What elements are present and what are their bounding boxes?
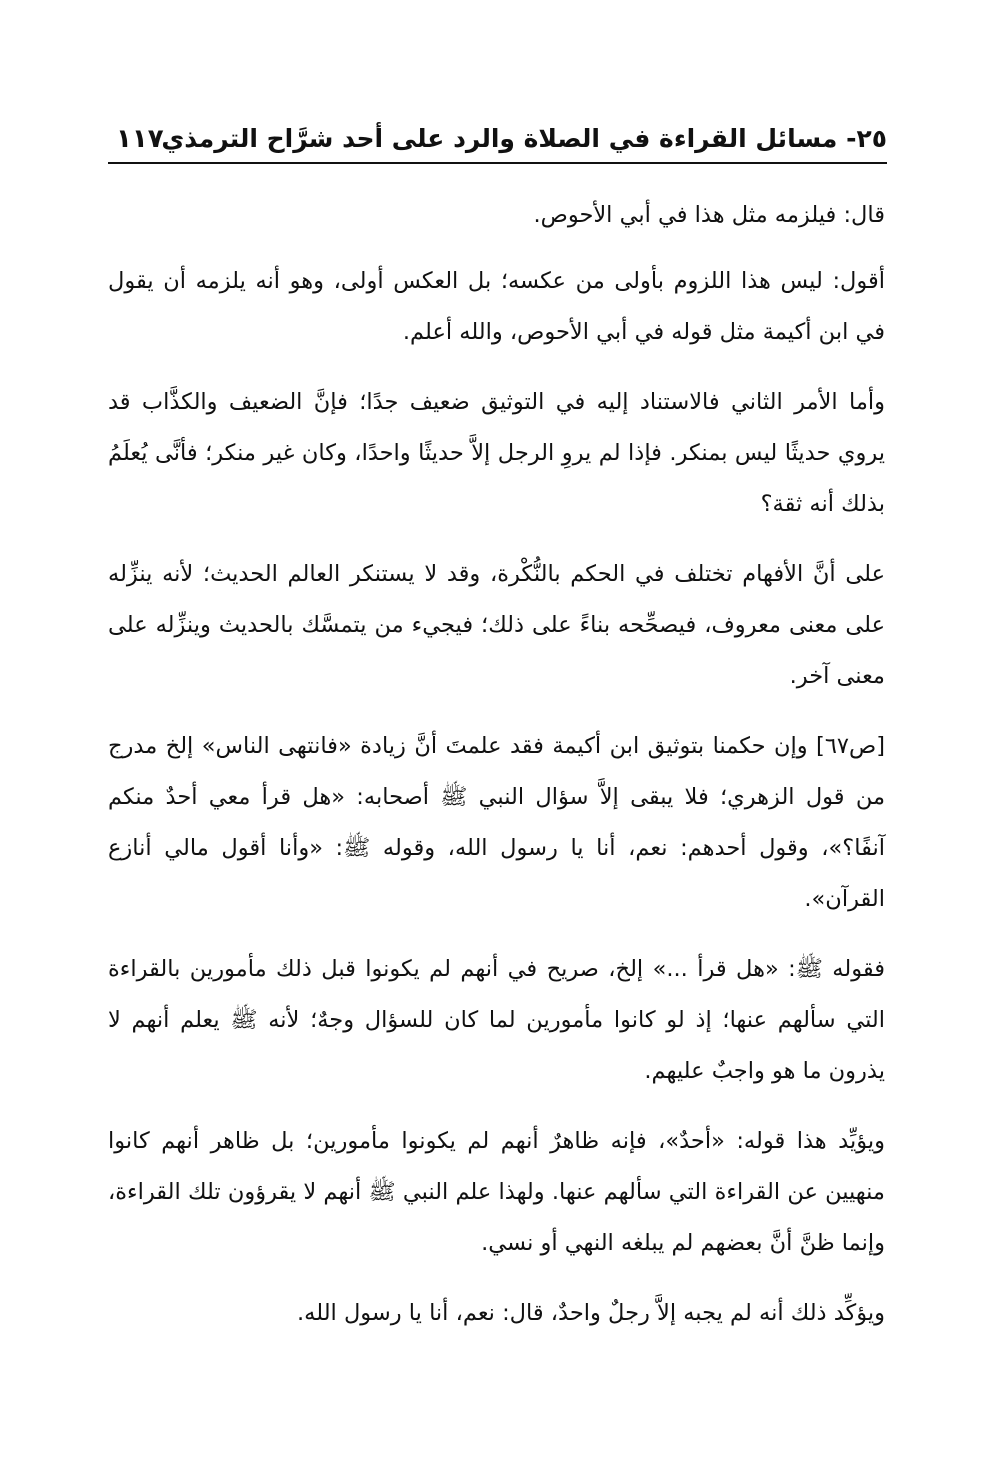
running-header xyxy=(108,118,887,164)
page-body xyxy=(108,190,885,1358)
paragraph: قال: فيلزمه مثل هذا في أبي الأحوص. xyxy=(533,202,885,228)
paragraph: أقول: ليس هذا اللزوم بأولى من عكسه؛ بل العكس أولى، وهو أنه يلزمه أن يقول في ابن أكيمة مثل قوله في أبي الأحوص، والله أعلم. xyxy=(108,268,885,345)
page-number: ١١٧ xyxy=(116,124,164,154)
paragraph: [ص٦٧] وإن حكمنا بتوثيق ابن أكيمة فقد علمتَ أنَّ زيادة «فانتهى الناس» إلخ مدرج من قول الزهري؛ فلا يبقى إلاَّ سؤال النبي ﷺ أصحابه: «هل قرأ معي أحدٌ منكم آنفًا؟»، وقول أحدهم: نعم، أنا يا رسول الله، وقوله ﷺ: «وأنا أقول مالي أنازع القرآن». xyxy=(108,733,885,912)
paragraph: فقوله ﷺ: «هل قرأ ...» إلخ، صريح في أنهم لم يكونوا قبل ذلك مأمورين بالقراءة التي سألهم عنها؛ إذ لو كانوا مأمورين لما كان للسؤال وجهٌ؛ لأنه ﷺ يعلم أنهم لا يذرون ما هو واجبٌ عليهم. xyxy=(108,956,885,1084)
paragraph: ويؤكِّد ذلك أنه لم يجبه إلاَّ رجلٌ واحدٌ، قال: نعم، أنا يا رسول الله. xyxy=(297,1300,885,1326)
paragraph: على أنَّ الأفهام تختلف في الحكم بالنُّكْرة، وقد لا يستنكر العالم الحديث؛ لأنه ينزِّله على معنى معروف، فيصحِّحه بناءً على ذلك؛ فيجيء من يتمسَّك بالحديث وينزِّله على معنى آخر. xyxy=(108,561,885,689)
paragraph: وأما الأمر الثاني فالاستناد إليه في التوثيق ضعيف جدًا؛ فإنَّ الضعيف والكذَّاب قد يروي حديثًا ليس بمنكر. فإذا لم يروِ الرجل إلاَّ حديثًا واحدًا، وكان غير منكر؛ فأنَّى يُعلَمُ بذلك أنه ثقة؟ xyxy=(108,389,885,517)
chapter-title: ٢٥- مسائل القراءة في الصلاة والرد على أحد شرَّاح الترمذي xyxy=(161,124,887,153)
paragraph: ويؤيِّد هذا قوله: «أحدٌ»، فإنه ظاهرٌ أنهم لم يكونوا مأمورين؛ بل ظاهر أنهم كانوا منهيين عن القراءة التي سألهم عنها. ولهذا علم النبي ﷺ أنهم لا يقرؤون تلك القراءة، وإنما ظنَّ أنَّ بعضهم لم يبلغه النهي أو نسي. xyxy=(108,1128,885,1256)
